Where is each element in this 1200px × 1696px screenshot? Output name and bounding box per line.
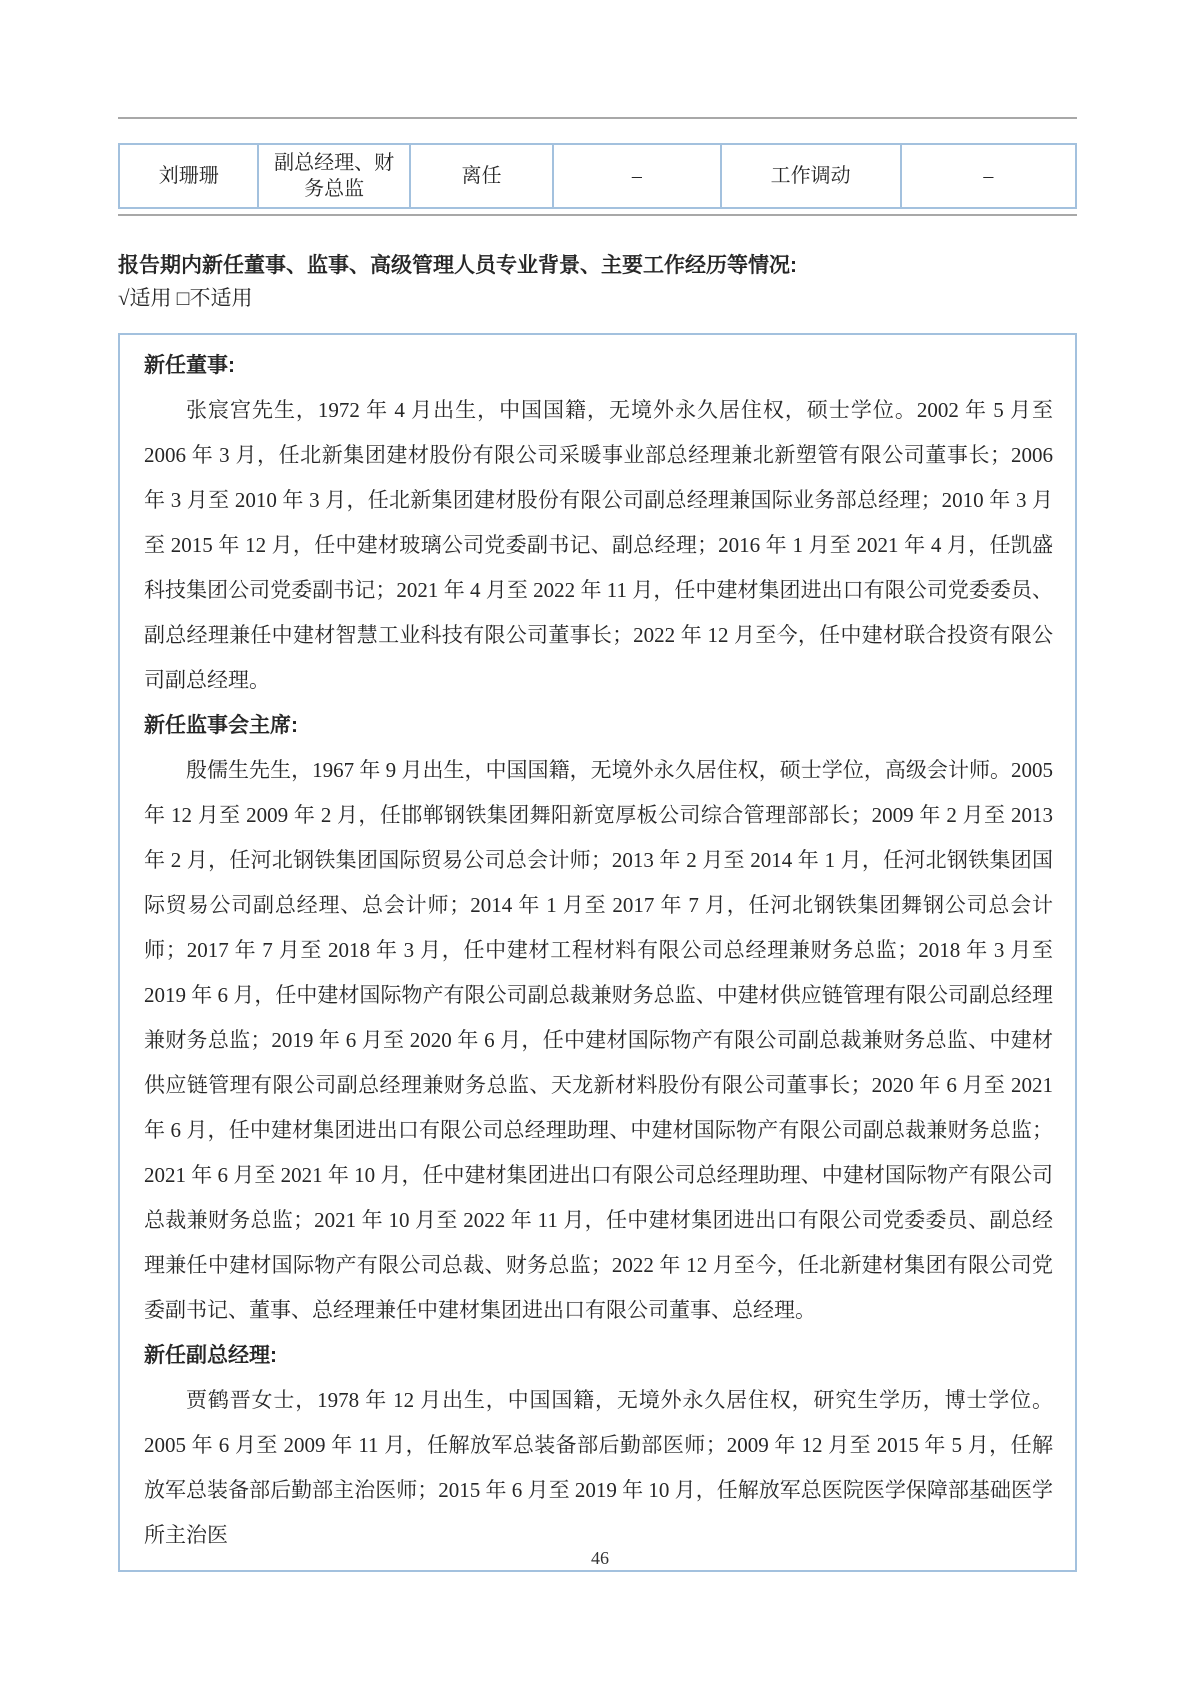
officer-change-table-row — [118, 143, 1077, 209]
subheading-new-director: 新任董事: — [144, 354, 235, 377]
subheading-new-supervisory-chairman: 新任监事会主席: — [144, 714, 298, 737]
table-cell-name: 刘珊珊 — [120, 145, 259, 207]
page-number: 46 — [591, 1548, 609, 1568]
table-cell-date: – — [554, 145, 721, 207]
table-continuation-divider-top — [118, 117, 1077, 119]
subheading-new-deputy-gm: 新任副总经理: — [144, 1344, 277, 1367]
table-cell-position: 副总经理、财务总监 — [259, 145, 410, 207]
table-cell-remark: – — [983, 165, 994, 187]
bio-new-supervisory-chairman: 殷儒生先生，1967 年 9 月出生，中国国籍，无境外永久居住权，硕士学位，高级会计师。2005 年 12 月至 2009 年 2 月，任邯郸钢铁集团舞阳新宽厚板公司综合管理部部长；2009 年 2 月至 2013 年 2 月，任河北钢铁集团国际贸易公司总会计师；2013 年 2 月至 2014 年 1 月，任河北钢铁集团国际贸易公司副总经理、总会计师；2014 年 1 月至 2017 年 7 月，任河北钢铁集团舞钢公司总会计师；2017 年 7 月至 2018 年 3 月，任中建材工程材料有限公司总经理兼财务总监；2018 年 3 月至 2019 年 6 月，任中建材国际物产有限公司副总裁兼财务总监、中建材供应链管理有限公司副总经理兼财务总监；2019 年 6 月至 2020 年 6 月，任中建材国际物产有限公司副总裁兼财务总监、中建材供应链管理有限公司副总经理兼财务总监、天龙新材料股份有限公司董事长；2020 年 6 月至 2021 年 6 月，任中建材集团进出口有限公司总经理助理、中建材国际物产有限公司副总裁兼财务总监；2021 年 6 月至 2021 年 10 月，任中建材集团进出口有限公司总经理助理、中建材国际物产有限公司总裁兼财务总监；2021 年 10 月至 2022 年 11 月，任中建材集团进出口有限公司党委委员、副总经理兼任中建材国际物产有限公司总裁、财务总监；2022 年 12 月至今，任北新建材集团有限公司党委副书记、董事、总经理兼任中建材集团进出口有限公司董事、总经理。 — [144, 758, 1053, 1322]
table-cell-change-type: 离任 — [411, 145, 554, 207]
bio-new-deputy-gm: 贾鹤晋女士，1978 年 12 月出生，中国国籍，无境外永久居住权，研究生学历，博士学位。2005 年 6 月至 2009 年 11 月，任解放军总装备部后勤部医师；2009 年 12 月至 2015 年 5 月，任解放军总装备部后勤部主治医师；2015 年 6 月至 2019 年 10 月，任解放军总医院医学保障部基础医学所主治医 — [144, 1388, 1053, 1547]
applicability-line: √适用 □不适用 — [118, 286, 253, 310]
section-heading: 报告期内新任董事、监事、高级管理人员专业背景、主要工作经历等情况: — [118, 254, 797, 277]
table-cell-reason: 工作调动 — [722, 145, 902, 207]
bio-new-director: 张宸宫先生，1972 年 4 月出生，中国国籍，无境外永久居住权，硕士学位。2002 年 5 月至 2006 年 3 月，任北新集团建材股份有限公司采暖事业部总经理兼北新塑管有限公司董事长；2006 年 3 月至 2010 年 3 月，任北新集团建材股份有限公司副总经理兼国际业务部总经理；2010 年 3 月至 2015 年 12 月，任中建材玻璃公司党委副书记、副总经理；2016 年 1 月至 2021 年 4 月，任凯盛科技集团公司党委副书记；2021 年 4 月至 2022 年 11 月，任中建材集团进出口有限公司党委委员、副总经理兼任中建材智慧工业科技有限公司董事长；2022 年 12 月至今，任中建材联合投资有限公司副总经理。 — [144, 398, 1053, 692]
table-continuation-divider-bottom — [118, 214, 1077, 216]
new-appointments-box — [118, 333, 1077, 1572]
